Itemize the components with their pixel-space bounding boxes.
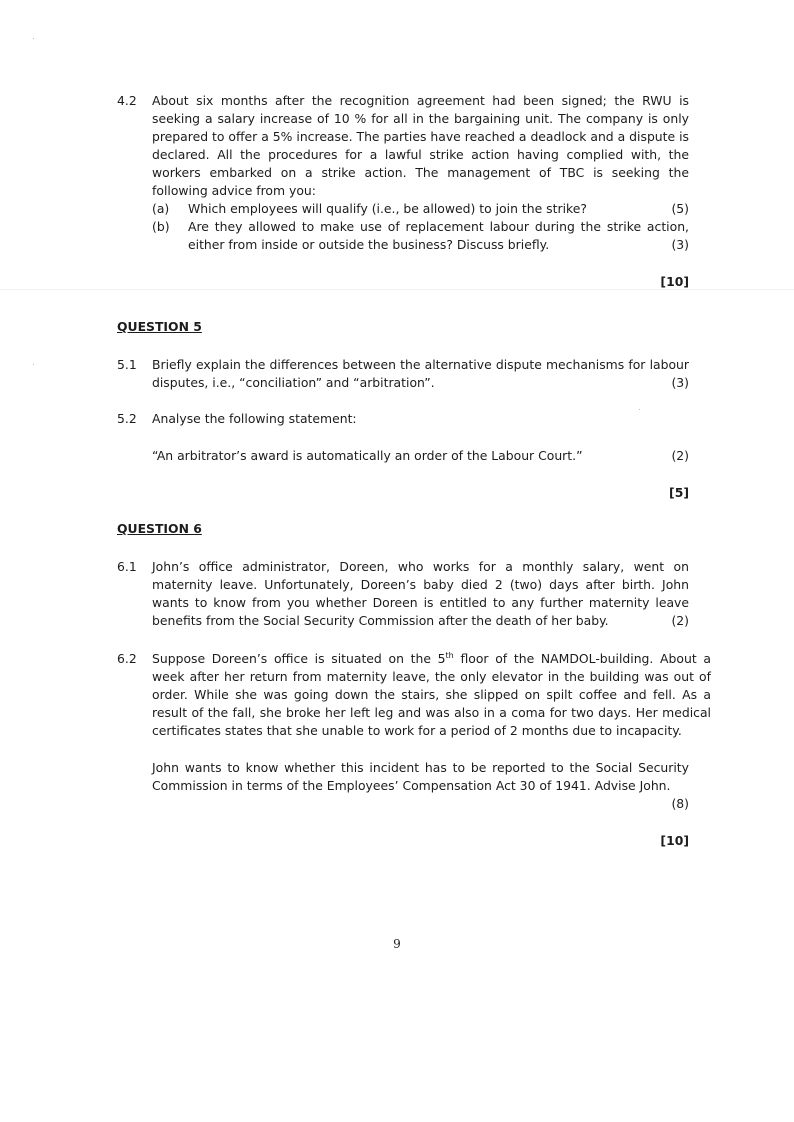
question-number: 5.2 xyxy=(117,411,137,426)
question-number: 4.2 xyxy=(117,93,137,108)
scan-speck xyxy=(33,38,34,39)
question-total: [10] xyxy=(660,833,689,848)
question-number: 5.1 xyxy=(117,357,137,372)
question-text: John wants to know whether this incident has to be reported to the Social Security Commission in terms of the Employees’ Compensation Act 30 of 1941. Advise John. xyxy=(152,760,689,793)
sub-question-text: Are they allowed to make use of replacement labour during the strike action, either from inside or outside the business? Discuss briefly. xyxy=(188,219,689,252)
question-paragraph xyxy=(152,650,711,740)
mark-allocation: (5) xyxy=(671,201,689,216)
mark-allocation: (2) xyxy=(671,448,689,463)
question-text: Analyse the following statement: xyxy=(152,411,357,426)
mark-allocation: (2) xyxy=(671,613,689,628)
question-number: 6.1 xyxy=(117,559,137,574)
question-text xyxy=(152,92,689,200)
question-number: 6.2 xyxy=(117,651,137,666)
sub-question-label: (a) xyxy=(152,201,170,216)
question-text xyxy=(152,650,711,740)
sub-question-text: Which employees will qualify (i.e., be allowed) to join the strike? xyxy=(188,201,587,216)
question-text: Briefly explain the differences between the alternative dispute mechanisms for labour disputes, i.e., “conciliation” and “arbitration”. xyxy=(152,357,689,390)
question-paragraph: About six months after the recognition agreement had been signed; the RWU is seeking a salary increase of 10 % for all in the bargaining unit. The company is only prepared to offer a 5% increase. The parties have reached a deadlock and a dispute is declared. All the procedures for a lawful strike action having complied with, the workers embarked on a strike action. The management of TBC is seeking the following advice from you: xyxy=(152,93,689,198)
question-text: John’s office administrator, Doreen, who works for a monthly salary, went on maternity leave. Unfortunately, Doreen’s baby died 2 (two) days after birth. John wants to know from you whether Doreen is entitled to any further maternity leave benefits from the Social Security Commission after the death of her baby. xyxy=(152,559,689,628)
mark-allocation: (3) xyxy=(671,375,689,390)
question-heading: QUESTION 6 xyxy=(117,521,202,536)
text-run: floor of the NAMDOL-building. About a week after her return from maternity leave, the only elevator in the building was out of order. While she was going down the stairs, she slipped on spilt coffee and fell. As a result of the fall, she broke her left leg and was also in a coma for two days. Her medical certificates states that she unable to work for a period of 2 months due to incapacity. xyxy=(152,651,711,738)
question-heading: QUESTION 5 xyxy=(117,319,202,334)
mark-allocation: (3) xyxy=(671,237,689,252)
mark-allocation: (8) xyxy=(671,796,689,811)
scan-speck xyxy=(33,364,34,365)
question-total: [10] xyxy=(660,274,689,289)
quoted-statement: “An arbitrator’s award is automatically an order of the Labour Court.” xyxy=(152,448,583,463)
text-run: Suppose Doreen’s office is situated on the 5 xyxy=(152,651,446,666)
superscript: th xyxy=(445,650,454,660)
question-total: [5] xyxy=(669,485,689,500)
page-number: 9 xyxy=(393,937,401,951)
sub-question-label: (b) xyxy=(152,219,170,234)
